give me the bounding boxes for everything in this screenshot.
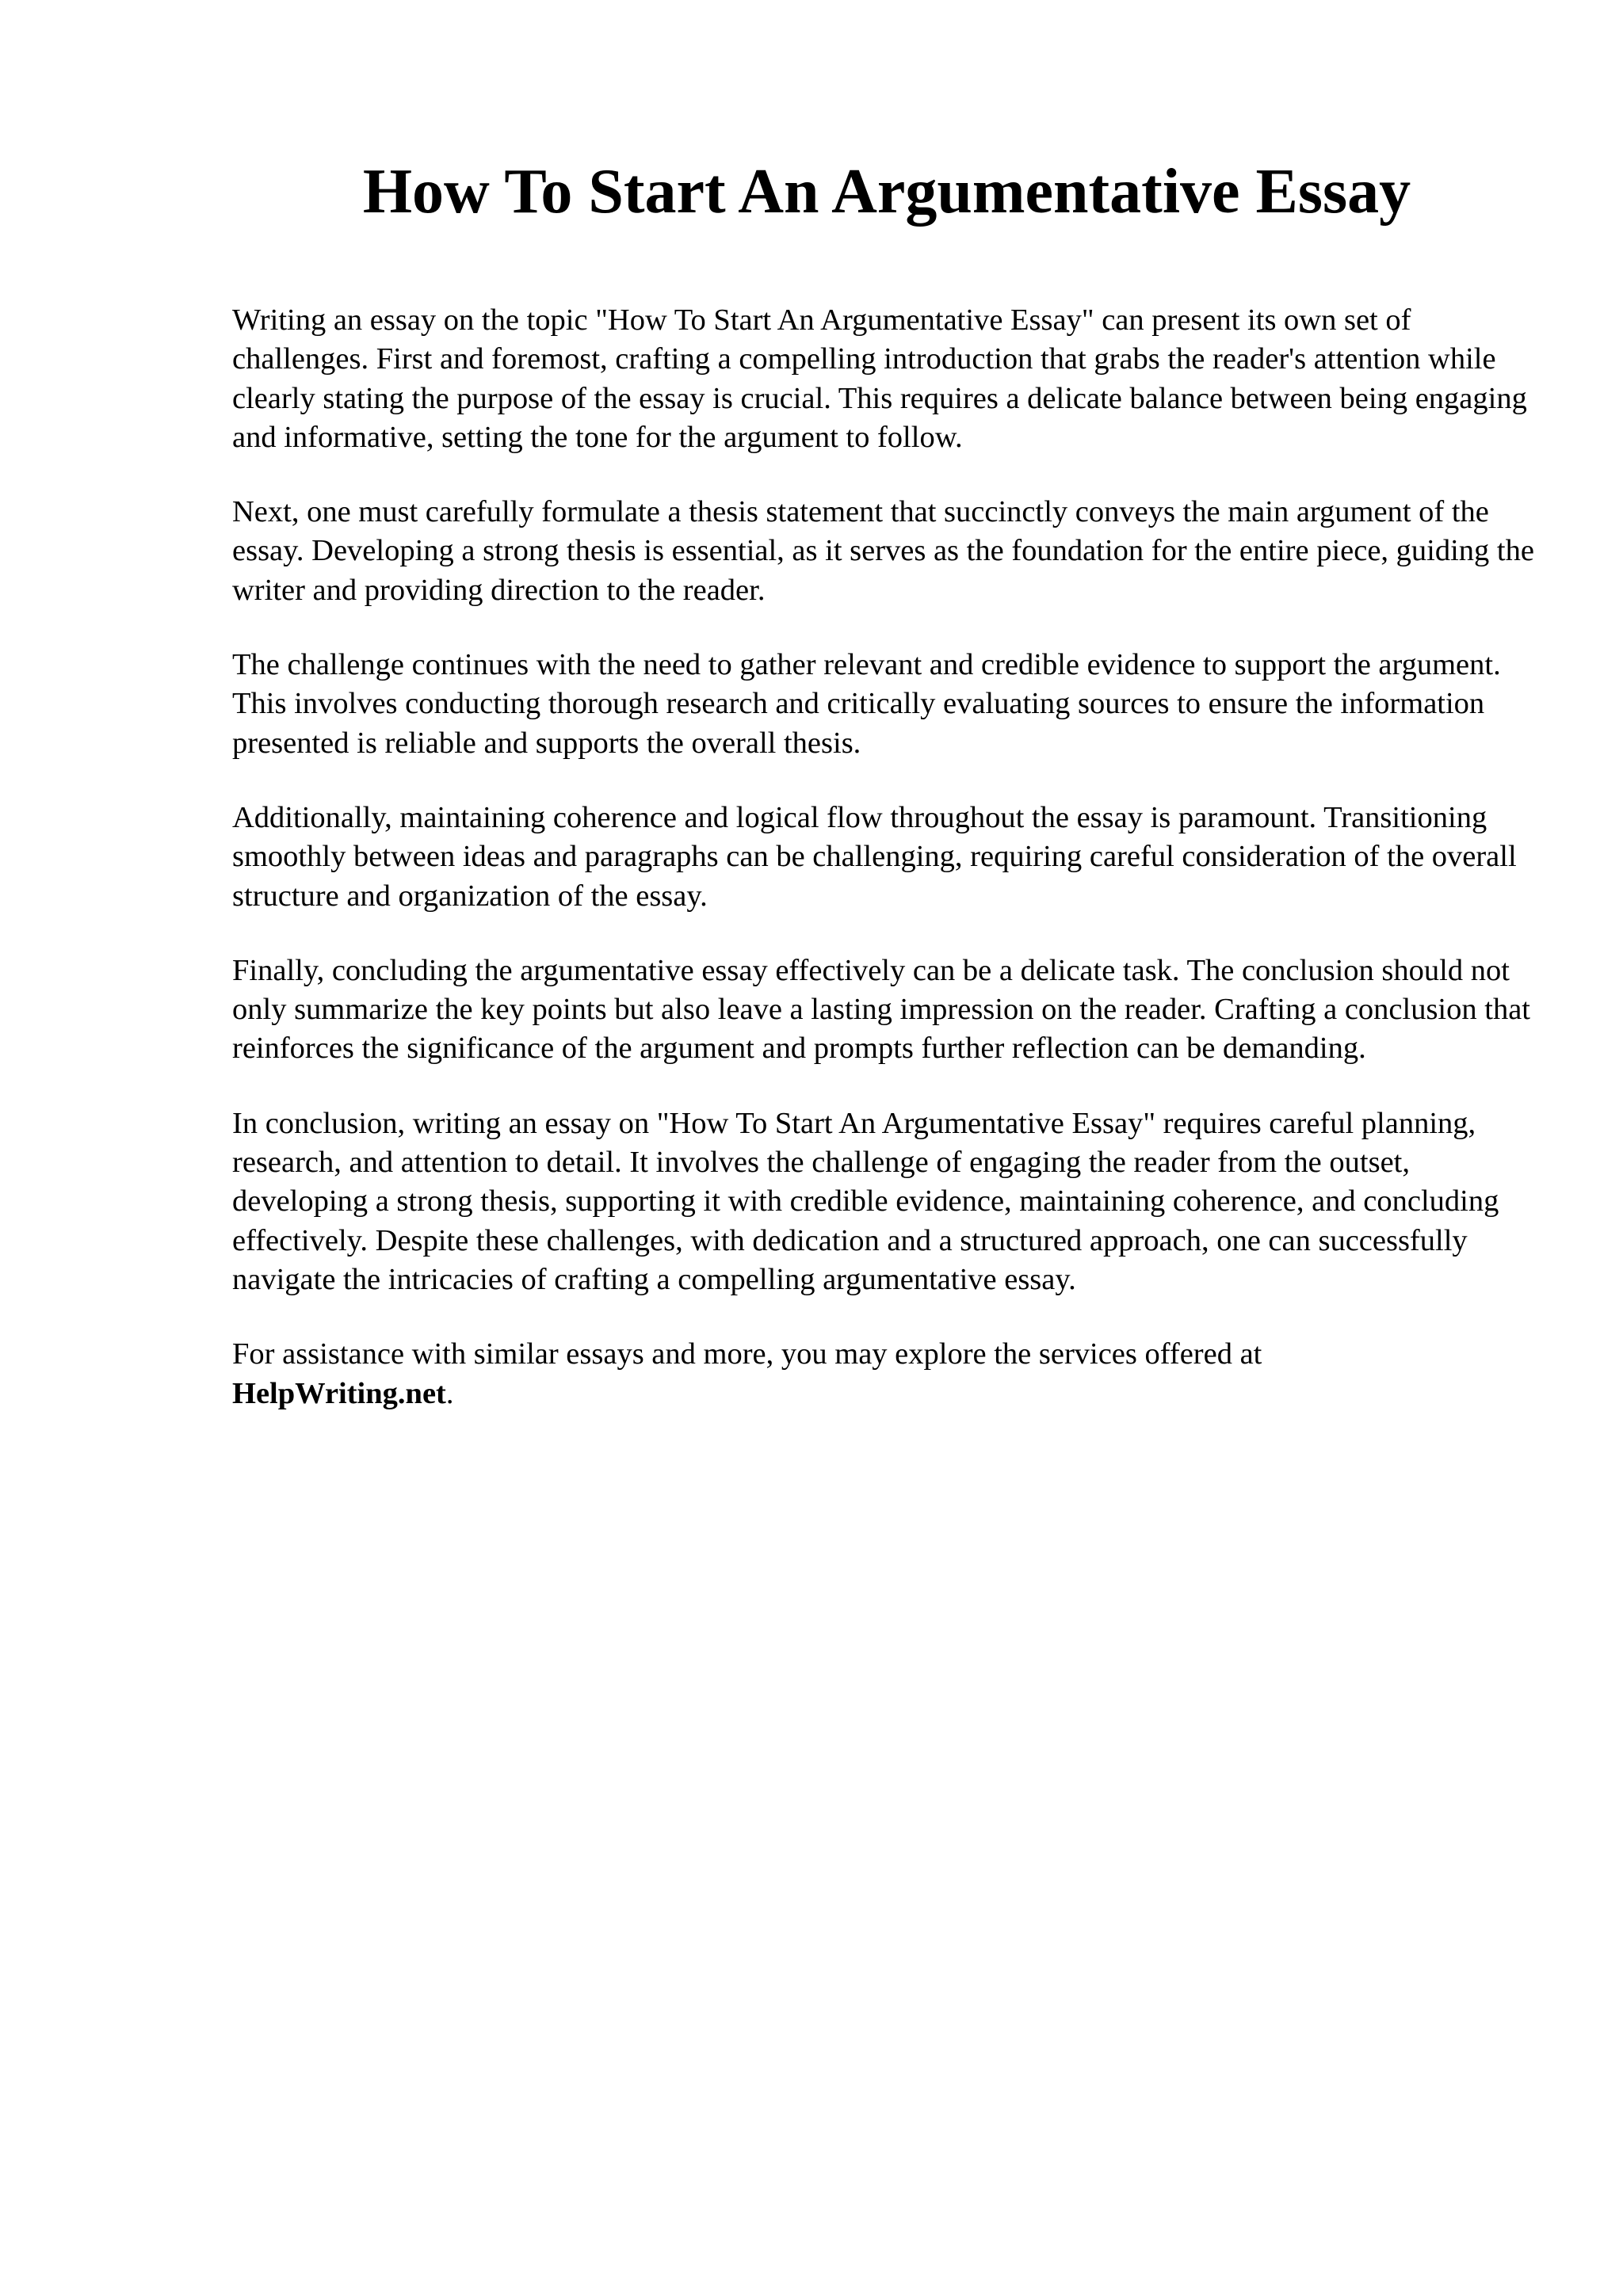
paragraph-3: The challenge continues with the need to gather relevant and credible evidence to support the argument. This involves conducting thorough research and critically evaluating sources to ensure the information presented is reliable and supports the overall thesis. <box>232 648 1501 760</box>
paragraph-6: In conclusion, writing an essay on "How To Start An Argumentative Essay" requires careful planning, research, and attention to detail. It involves the challenge of engaging the reader from the outset, developing a strong thesis, supporting it with credible evidence, maintaining coherence, and concluding effectively. Despite these challenges, with dedication and a structured approach, one can successfully navigate the intricacies of crafting a compelling argumentative essay. <box>232 1106 1499 1296</box>
closing-text: For assistance with similar essays and more, you may explore the services offered at <box>232 1337 1262 1371</box>
paragraph-5: Finally, concluding the argumentative essay effectively can be a delicate task. The conclusion should not only summarize the key points but also leave a lasting impression on the reader. Crafting a conclusion that reinforces the significance of the argument and prompts further reflection can be demanding. <box>232 953 1530 1066</box>
paragraph-4: Additionally, maintaining coherence and logical flow throughout the essay is paramount. Transitioning smoothly between ideas and paragraphs can be challenging, requiring careful consideration of the overall structure and organization of the essay. <box>232 800 1517 913</box>
closing-punctuation: . <box>445 1376 454 1410</box>
document-body <box>232 301 1540 1449</box>
document-title: How To Start An Argumentative Essay <box>362 157 1411 227</box>
paragraph-1: Writing an essay on the topic "How To Start An Argumentative Essay" can present its own set of challenges. First and foremost, crafting a compelling introduction that grabs the reader's attention while clearly stating the purpose of the essay is crucial. This requires a delicate balance between being engaging and informative, setting the tone for the argument to follow. <box>232 303 1527 454</box>
closing-paragraph <box>232 1335 1540 1413</box>
paragraph-2: Next, one must carefully formulate a thesis statement that succinctly conveys the main argument of the essay. Developing a strong thesis is essential, as it serves as the foundation for the entire piece, guiding the writer and providing direction to the reader. <box>232 495 1534 607</box>
helpwriting-link[interactable]: HelpWriting.net <box>232 1376 446 1410</box>
